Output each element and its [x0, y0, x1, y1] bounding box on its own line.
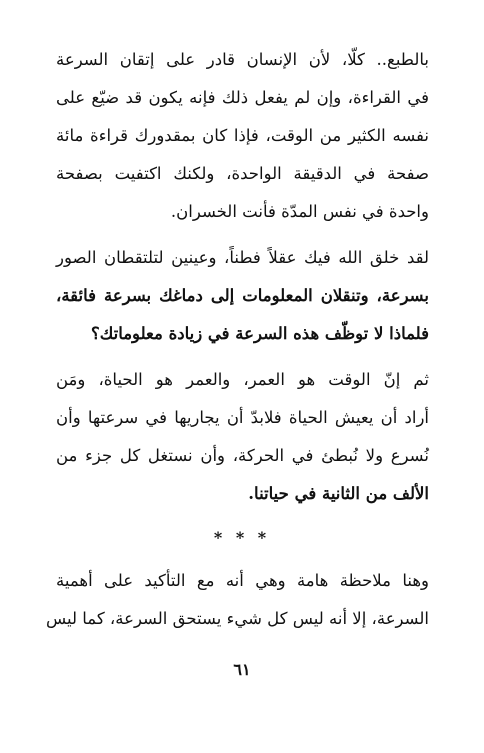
text-line: الألف من الثانية في حياتنا. — [248, 484, 429, 503]
section-separator: * * * — [213, 528, 271, 547]
text-line: نفسه الكثير من الوقت، فإذا كان بمقدورك قراءة مائة — [56, 126, 429, 145]
text-line: السرعة، إلا أنه ليس كل شيء يستحق السرعة، كما ليس — [45, 609, 429, 628]
page-number: ٦١ — [233, 660, 251, 679]
text-line: في القراءة، وإن لم يفعل ذلك فإنه يكون قد ضيّع على — [56, 88, 429, 107]
text-line: لقد خلق الله فيك عقلاً فطناً، وعينين لتلتقطان الصور — [56, 248, 429, 267]
text-line: أراد أن يعيش الحياة فلابدّ أن يجاريها في سرعتها وأن — [56, 408, 429, 427]
text-line: وهنا ملاحظة هامة وهي أنه مع التأكيد على أهمية — [56, 571, 429, 590]
text-line: بالطبع.. كلّا، لأن الإنسان قادر على إتقان السرعة — [56, 50, 429, 69]
text-line: صفحة في الدقيقة الواحدة، ولكنك اكتفيت بصفحة — [56, 164, 429, 183]
text-line: واحدة في نفس المدّة فأنت الخسران. — [170, 202, 429, 221]
text-line: نُسرع ولا نُبطئ في الحركة، وأن نستغل كل جزء من — [56, 446, 429, 465]
text-line: ثم إنّ الوقت هو العمر، والعمر هو الحياة، ومَن — [56, 370, 429, 389]
text-line: بسرعة، وتنقلان المعلومات إلى دماغك بسرعة فائقة، — [56, 286, 429, 305]
text-line: فلماذا لا توظّف هذه السرعة في زيادة معلوماتك؟ — [90, 324, 429, 343]
